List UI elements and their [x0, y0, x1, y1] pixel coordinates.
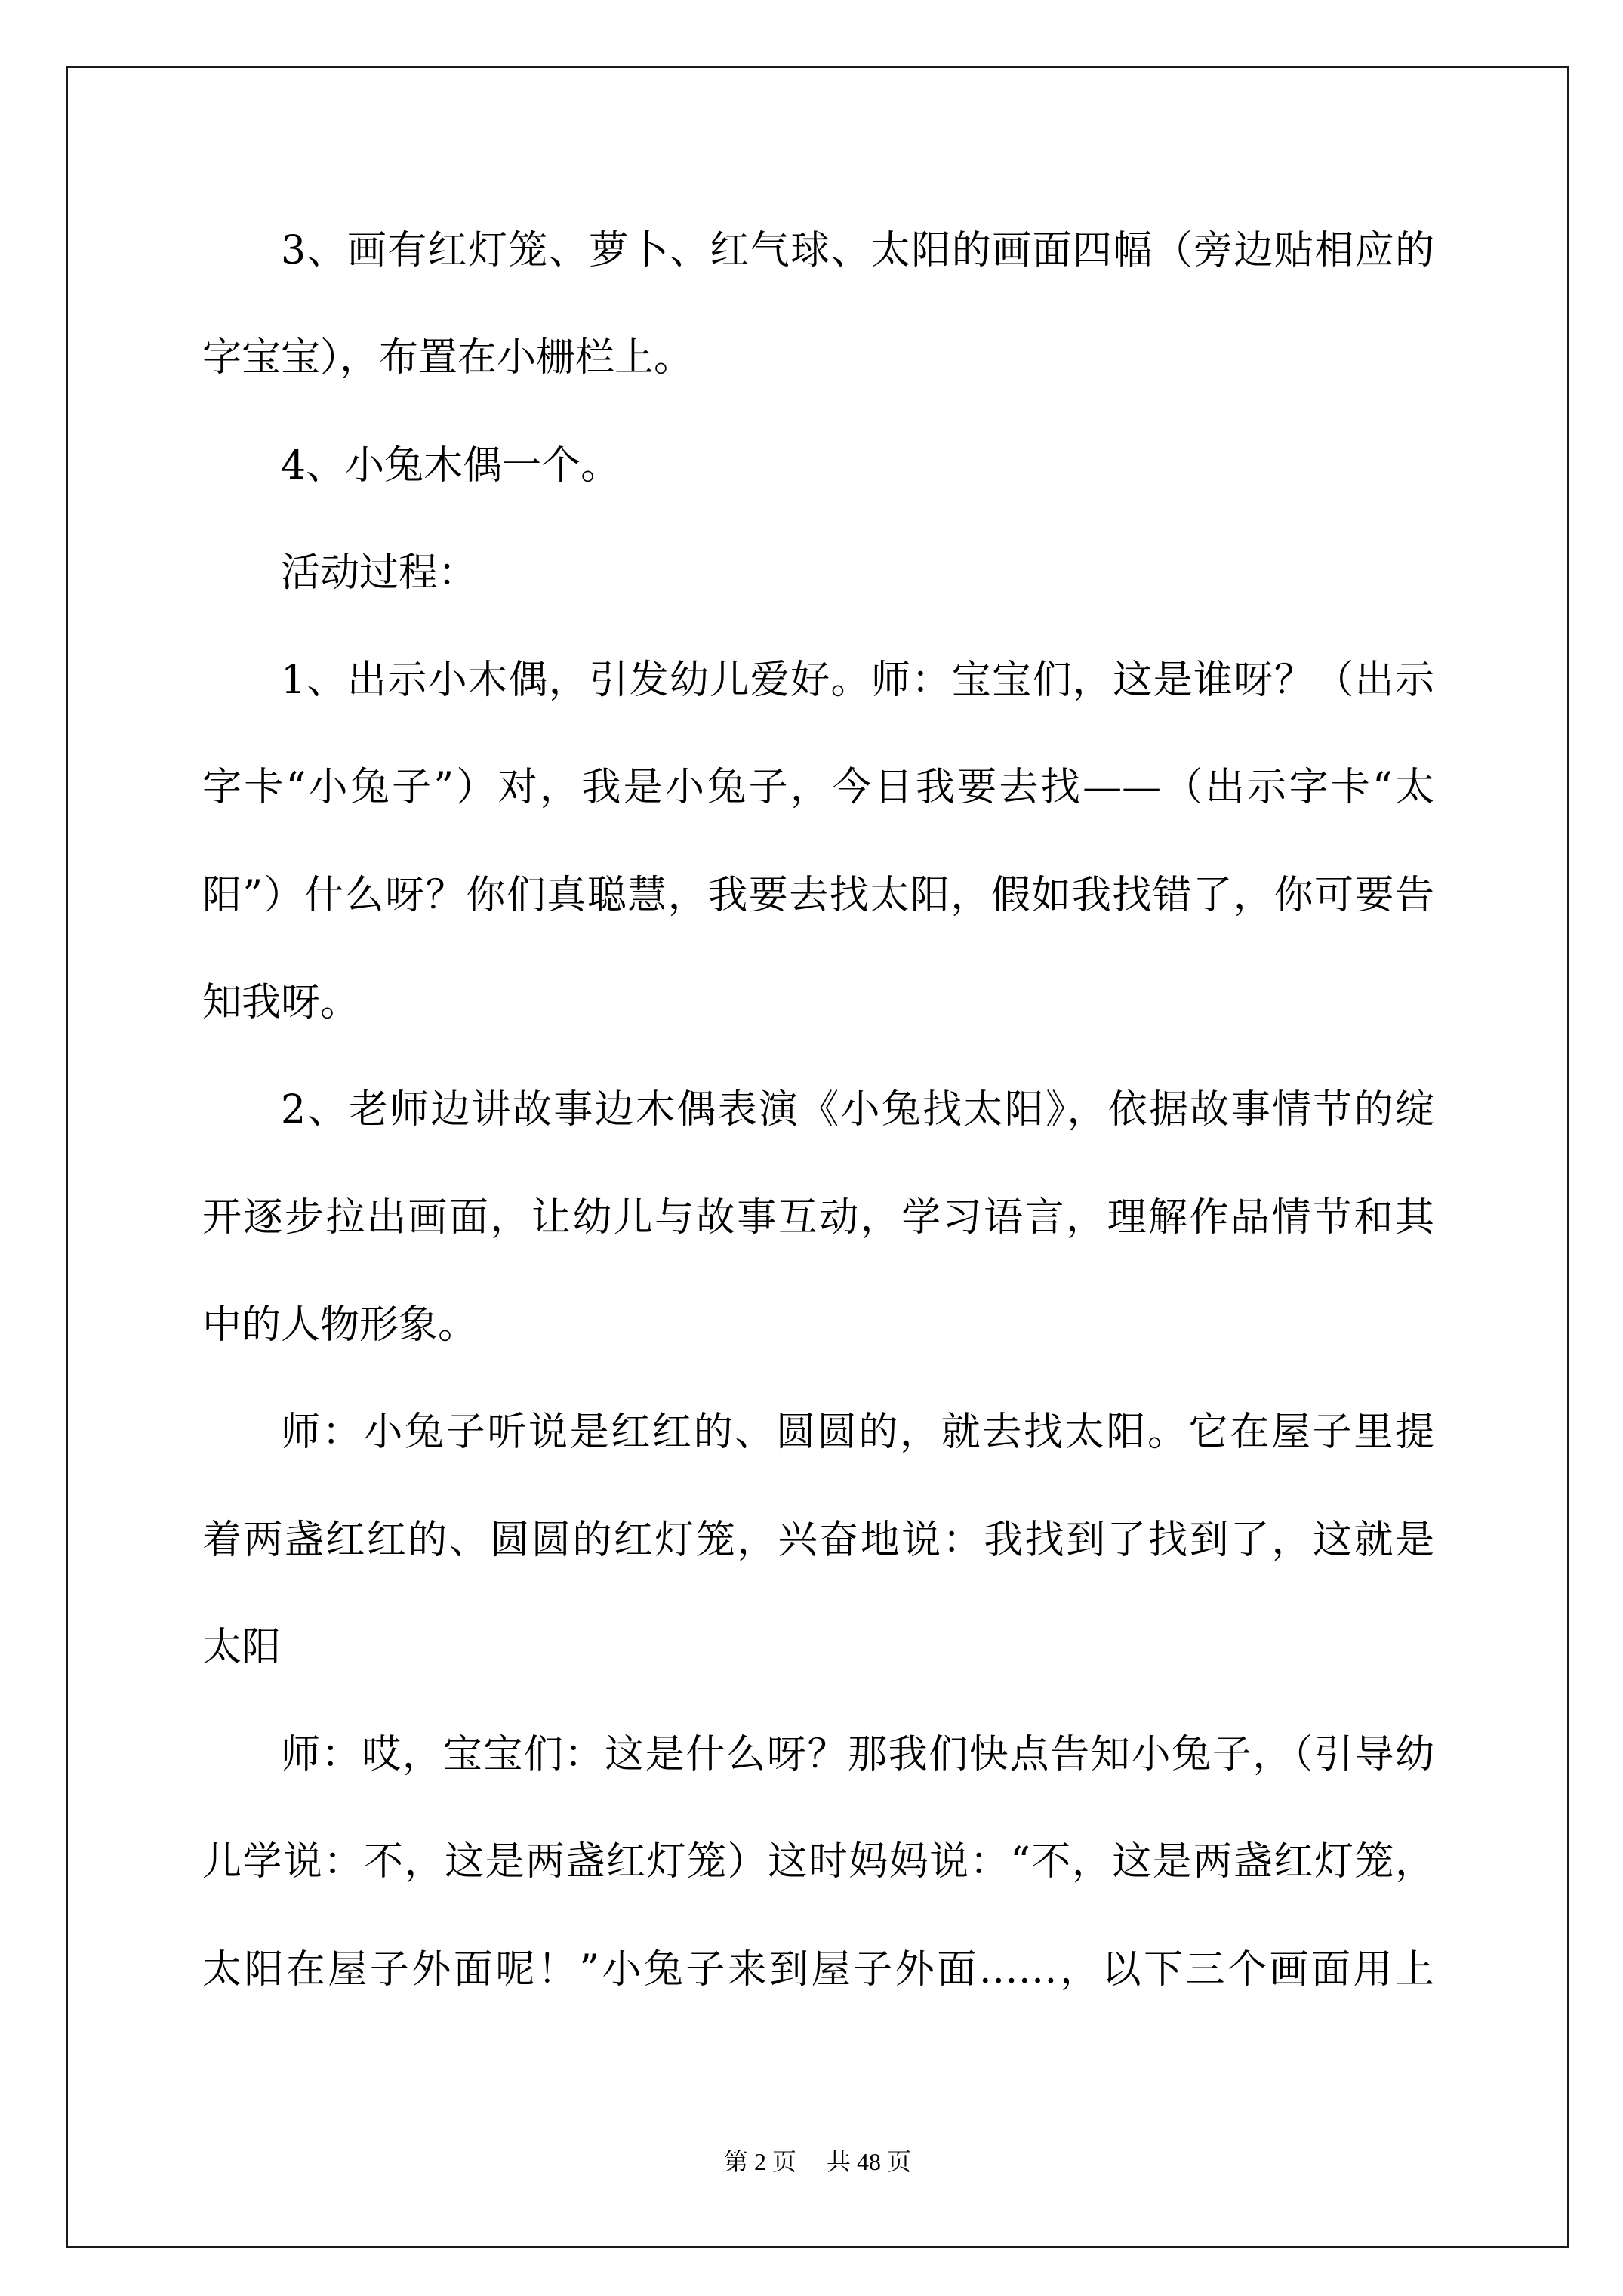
page-footer	[66, 2146, 1569, 2177]
paragraph	[202, 519, 1434, 627]
paragraph	[202, 1379, 1434, 1701]
text-line: 字卡“小兔子”）对，我是小兔子，今日我要去找——（出示字卡“太	[202, 765, 1434, 811]
text-line: 太阳在屋子外面呢！”小兔子来到屋子外面……，以下三个画面用上	[202, 1946, 1434, 1992]
body-text	[202, 197, 1434, 2023]
text-line: 太阳	[202, 1624, 282, 1670]
text-line: 开逐步拉出画面，让幼儿与故事互动，学习语言，理解作品情节和其	[202, 1194, 1434, 1240]
paragraph	[202, 412, 1434, 519]
text-line: 1、出示小木偶，引发幼儿爱好。师：宝宝们，这是谁呀？（出示	[281, 658, 1434, 704]
paragraph	[202, 627, 1434, 1056]
text-line: 知我呀。	[202, 980, 360, 1026]
page-total: 共 48 页	[827, 2148, 912, 2175]
text-line: 3、画有红灯笼、萝卜、红气球、太阳的画面四幅（旁边贴相应的	[281, 228, 1434, 273]
text-line: 2、老师边讲故事边木偶表演《小兔找太阳》，依据故事情节的绽	[281, 1087, 1434, 1133]
paragraph	[202, 1701, 1434, 2023]
text-line: 着两盏红红的、圆圆的红灯笼，兴奋地说：我找到了找到了，这就是	[202, 1517, 1434, 1563]
page-number: 第 2 页	[723, 2148, 796, 2175]
text-line: 师：哎，宝宝们：这是什么呀？那我们快点告知小兔子，（引导幼	[281, 1732, 1434, 1778]
text-line: 儿学说：不，这是两盏红灯笼）这时妈妈说：“不，这是两盏红灯笼，	[202, 1839, 1434, 1885]
text-line: 阳”）什么呀？你们真聪慧，我要去找太阳，假如我找错了，你可要告	[202, 872, 1434, 918]
text-line: 中的人物形象。	[202, 1302, 478, 1348]
text-line: 活动过程：	[281, 550, 478, 596]
paragraph	[202, 197, 1434, 412]
text-line: 师：小兔子听说是红红的、圆圆的，就去找太阳。它在屋子里提	[281, 1410, 1434, 1456]
text-line: 4、小兔木偶一个。	[281, 442, 621, 488]
paragraph	[202, 1056, 1434, 1379]
text-line: 字宝宝），布置在小栅栏上。	[202, 335, 694, 381]
